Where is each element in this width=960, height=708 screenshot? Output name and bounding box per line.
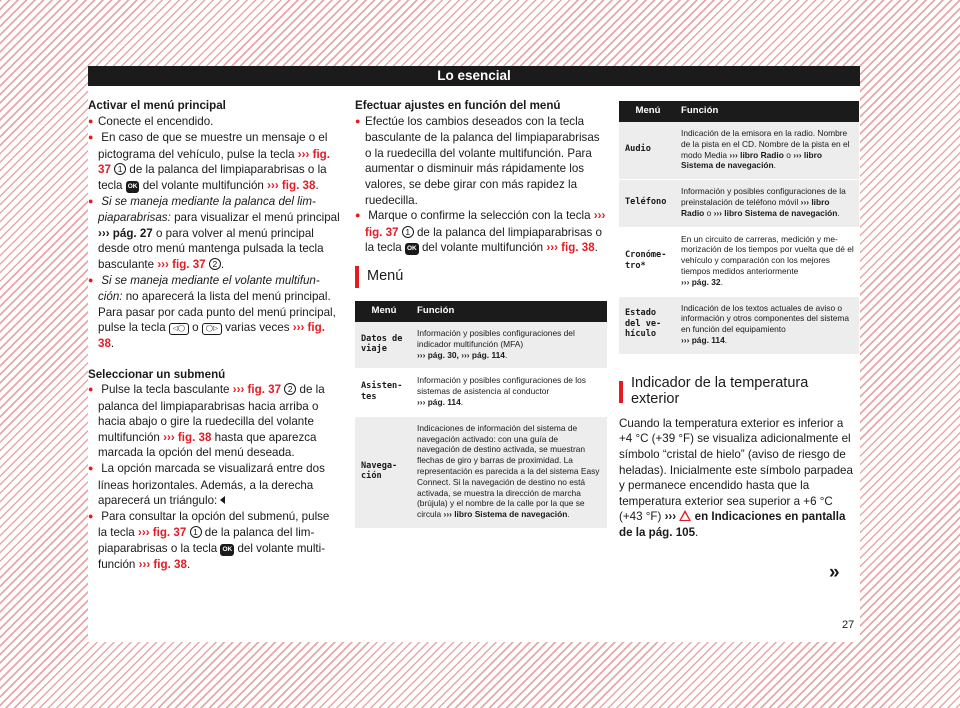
fig-link[interactable]: ››› fig. 38 xyxy=(138,557,187,571)
table-row: Audio Indicación de la emisora en la radio. Nombre de la pista en el CD. Nombre de la pista en el modo Media ››› libro Radio o ››› libro Sistema de navegación. xyxy=(619,122,859,180)
column-header-menu: Menú xyxy=(619,101,677,122)
column-header-menu: Menú xyxy=(355,301,413,322)
bullet-make-changes: ● Efectúe los cambios deseados con la tecla basculante de la palanca del limpiaparabrisas o la ruedecilla del volante multifunción. Para aumentar o disminuir más rápidamente los valores, se debe girar con más rapidez la ruedecilla. xyxy=(355,114,607,209)
bullet-rocker: ● Pulse la tecla basculante ››› fig. 37 2 de la palanca del limpiaparabrisas hacia arriba o hacia abajo o gire la ruedecilla del volante multifunción ››› fig. 38 hasta que aparezca marcada la opción del menú deseada. xyxy=(88,382,340,461)
page-header: Lo esencial xyxy=(88,66,860,86)
fig-link[interactable]: ››› fig. 37 xyxy=(157,257,206,271)
column-left xyxy=(88,98,340,572)
fig-link[interactable]: ››› fig. 37 xyxy=(98,147,330,177)
page-link[interactable]: ››› pág. 27 xyxy=(98,226,153,240)
ok-key-icon: OK xyxy=(405,243,419,255)
page-link[interactable]: ››› pág. 32 xyxy=(681,276,721,287)
callout-number: 1 xyxy=(402,226,414,238)
table-row: Cronómetro* En un circuito de carreras, medición y memorización de los tiempos por vuelta que dé el vehículo y comparación con los mejores tiempos medidos anteriormente ››› pág. 32. xyxy=(619,227,859,296)
callout-number: 1 xyxy=(190,526,202,538)
fig-link[interactable]: ››› fig. 37 xyxy=(232,383,282,397)
bullet-wiper-lever: ● Si se maneja mediante la palanca del limpiaparabrisas: para visualizar el menú principal ››› pág. 27 o para volver al menú principal desde otro menú mantenga pulsada la tecla basculante ››› fig. 37 2 . xyxy=(88,194,340,273)
callout-number: 2 xyxy=(209,258,221,270)
table-row: Datos de viaje Información y posibles configuraciones del indicador multifunción (MFA) ››› pág. 30, ››› pág. 114. xyxy=(355,322,607,369)
triangle-left-icon xyxy=(220,496,225,504)
column-header-function: Función xyxy=(677,101,859,122)
table-row: Navegación Indicaciones de información del sistema de navegación activado: con una guía de navegación de destino activada, se muestran flechas de giro y barras de proximidad. La representación es parecida a la del sistema Easy Connect. Si la navegación de destino no está activada, se muestra la dirección de marcha (brújula) y el nombre de la calle por la que se circula ››› libro Sistema de navegación. xyxy=(355,416,607,528)
book-link[interactable]: ››› libro Sistema de navegación xyxy=(681,149,823,171)
right-arrow-key-icon: ◯▷ xyxy=(202,323,222,335)
table-row: Estado del vehículo Indicación de los textos actuales de aviso o información y otros componentes del sistema en función del equipamiento ››› pág. 114. xyxy=(619,296,859,354)
page-link[interactable]: ››› pág. 114 xyxy=(417,396,461,407)
temperature-paragraph: Cuando la temperatura exterior es inferior a +4 °C (+39 °F) se visualiza adicionalmente el símbolo “cristal de hielo” (aviso de riesgo de heladas). Inicialmente este símbolo parpadea y permanece encendido hasta que la temperatura exterior sea superior a +6 °C (+43 °F) ››› en Indicaciones en pantalla de la pág. 105. xyxy=(619,416,853,539)
bullet-steering-wheel: ● Si se maneja mediante el volante multifunción: no aparecerá la lista del menú principal. Para pasar por cada punto del menú principal, pulse la tecla ◁◯ o ◯▷ varias veces ››› fig. 38. xyxy=(88,273,340,352)
menu-table xyxy=(355,301,607,529)
fig-link[interactable]: ››› fig. 38 xyxy=(163,430,212,444)
page-number: 27 xyxy=(842,619,855,631)
heading-activate-main-menu: Activar el menú principal xyxy=(88,99,226,112)
fig-link[interactable]: ››› fig. 38 xyxy=(267,178,316,192)
book-link[interactable]: ››› libro Radio xyxy=(681,196,830,218)
fig-link[interactable]: ››› fig. 38 xyxy=(546,241,595,255)
bullet-ignition: ● Conecte el encendido. xyxy=(88,114,340,131)
table-row: Teléfono Información y posibles configuraciones de la preinstalación de teléfono móvil ››› libro Radio o ››› libro Sistema de navegación. xyxy=(619,180,859,227)
book-link[interactable]: ››› libro Sistema de navegación xyxy=(443,509,568,520)
heading-menu-settings: Efectuar ajustes en función del menú xyxy=(355,99,561,112)
fig-link[interactable]: ››› fig. 37 xyxy=(365,209,606,239)
warning-link[interactable]: en Indicaciones en pantalla de la pág. 105 xyxy=(619,510,846,539)
bullet-confirm: ● Marque o confirme la selección con la tecla ››› fig. 37 1 de la palanca del limpiaparabrisas o la tecla OK del volante multifunción ››› fig. 38. xyxy=(355,208,607,256)
section-accent-bar xyxy=(619,381,623,403)
page-link[interactable]: ››› pág. 30, ››› pág. 114 xyxy=(417,349,505,360)
menu-table-continued xyxy=(619,101,859,355)
bullet-message: ● En caso de que se muestre un mensaje o el pictograma del vehículo, pulse la tecla ››› fig. 37 1 de la palanca del limpiaparabrisas o la tecla OK del volante multifunción ››› fig. 38. xyxy=(88,130,340,193)
fig-link[interactable]: ››› fig. 38 xyxy=(98,321,325,350)
section-title-temperature: Indicador de la temperatura exterior xyxy=(619,381,859,403)
column-right xyxy=(619,101,859,541)
table-row: Asistentes Información y posibles configuraciones de los sistemas de asistencia al conductor ››› pág. 114. xyxy=(355,369,607,416)
section-accent-bar xyxy=(355,266,359,288)
continue-arrow-icon: » xyxy=(829,562,840,583)
callout-number: 2 xyxy=(284,383,296,395)
bullet-consult-submenu: ● Para consultar la opción del submenú, pulse la tecla ››› fig. 37 1 de la palanca del limpiaparabrisas o la tecla OK del volante multifunción ››› fig. 38. xyxy=(88,509,340,572)
section-title-menu: Menú xyxy=(355,266,607,288)
page-link[interactable]: ››› pág. 114 xyxy=(681,334,725,345)
warning-triangle-icon xyxy=(679,510,691,521)
callout-number: 1 xyxy=(114,163,126,175)
ok-key-icon: OK xyxy=(126,181,140,193)
column-header-function: Función xyxy=(413,301,607,322)
heading-select-submenu: Seleccionar un submenú xyxy=(88,367,226,381)
column-middle xyxy=(355,98,607,529)
book-link[interactable]: ››› libro Sistema de navegación xyxy=(713,207,838,218)
bullet-marked-option: ● La opción marcada se visualizará entre dos líneas horizontales. Además, a la derecha aparecerá un triángulo: xyxy=(88,461,340,509)
fig-link[interactable]: ››› fig. 37 xyxy=(137,526,187,540)
ok-key-icon: OK xyxy=(220,544,234,556)
left-arrow-key-icon: ◁◯ xyxy=(169,323,189,335)
book-link[interactable]: ››› libro Radio xyxy=(729,149,784,160)
